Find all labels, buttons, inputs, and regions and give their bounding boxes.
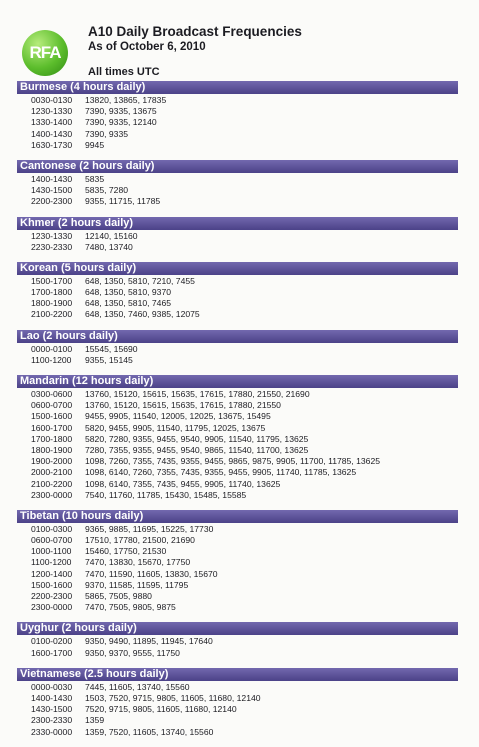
section-header: Lao (2 hours daily): [17, 330, 458, 343]
time-slot: 1500-1600: [31, 579, 73, 590]
schedule-row: [17, 557, 458, 568]
frequency-list: 1098, 7260, 7355, 7435, 9355, 9455, 9865, 9875, 9905, 11700, 11785, 13625: [85, 456, 381, 467]
schedule-rows: [17, 230, 458, 253]
time-slot: 0100-0200: [31, 636, 73, 647]
time-slot: 0100-0300: [31, 523, 73, 534]
frequency-list: 13820, 13865, 17835: [85, 95, 167, 105]
schedule-row: [17, 602, 458, 613]
time-slot: 1430-1500: [31, 704, 73, 715]
time-slot: 1630-1730: [31, 139, 73, 150]
time-slot: 1000-1100: [31, 546, 72, 557]
schedule-row: [17, 231, 458, 242]
schedule-row: [17, 580, 458, 591]
schedule-row: [17, 693, 458, 704]
schedule-row: [17, 298, 458, 309]
language-section: [17, 262, 458, 321]
schedule-row: [17, 400, 458, 411]
time-slot: 1400-1430: [31, 173, 73, 184]
time-zone-note: All times UTC: [88, 66, 160, 78]
schedule-row: [17, 591, 458, 602]
time-slot: 2100-2200: [31, 309, 73, 320]
rfa-logo-text: RFA: [29, 43, 61, 62]
frequency-list: 1359, 7520, 11605, 13740, 15560: [85, 726, 214, 737]
frequency-list: 5865, 7505, 9880: [85, 591, 152, 601]
time-slot: 1500-1600: [31, 411, 73, 422]
time-slot: 1400-1430: [31, 128, 73, 139]
schedule-row: [17, 185, 458, 196]
time-slot: 0600-0700: [31, 400, 73, 411]
schedule-list: [17, 81, 458, 747]
rfa-logo: [22, 30, 68, 76]
frequency-list: 9370, 11585, 11595, 11795: [85, 579, 189, 590]
frequency-list: 1098, 6140, 7355, 7435, 9455, 9905, 11740, 13625: [85, 478, 281, 489]
schedule-row: [17, 479, 458, 490]
time-slot: 2100-2200: [31, 478, 73, 489]
frequency-list: 648, 1350, 5810, 9370: [85, 287, 172, 298]
frequency-list: 17510, 17780, 21500, 21690: [85, 535, 195, 546]
frequency-list: 7470, 13830, 15670, 17750: [85, 557, 191, 568]
schedule-row: [17, 106, 458, 117]
schedule-row: [17, 490, 458, 501]
schedule-row: [17, 456, 458, 467]
language-section: [17, 217, 458, 253]
language-section: [17, 375, 458, 501]
time-slot: 0030-0130: [31, 95, 73, 105]
schedule-row: [17, 140, 458, 151]
schedule-row: [17, 445, 458, 456]
section-header: Uyghur (2 hours daily): [17, 622, 458, 635]
frequency-list: 648, 1350, 5810, 7210, 7455: [85, 275, 195, 286]
time-slot: 1700-1800: [31, 287, 73, 298]
schedule-rows: [17, 173, 458, 208]
frequency-list: 7445, 11605, 13740, 15560: [85, 681, 190, 692]
document-date: As of October 6, 2010: [88, 41, 206, 53]
schedule-row: [17, 727, 458, 738]
frequency-list: 15460, 17750, 21530: [85, 546, 167, 557]
schedule-row: [17, 309, 458, 320]
frequency-list: 7390, 9335, 13675: [85, 106, 157, 117]
schedule-row: [17, 411, 458, 422]
time-slot: 1200-1400: [31, 568, 73, 579]
schedule-rows: [17, 275, 458, 321]
time-slot: 1100-1200: [31, 354, 72, 365]
language-section: [17, 160, 458, 208]
schedule-row: [17, 344, 458, 355]
frequency-list: 1503, 7520, 9715, 9805, 11605, 11680, 12140: [85, 692, 261, 703]
schedule-row: [17, 636, 458, 647]
frequency-list: 1359: [85, 715, 105, 726]
frequency-list: 13760, 15120, 15615, 15635, 17615, 17880, 21550: [85, 400, 281, 411]
schedule-row: [17, 524, 458, 535]
language-section: [17, 668, 458, 738]
frequency-list: 7470, 7505, 9805, 9875: [85, 602, 176, 613]
schedule-rows: [17, 94, 458, 151]
language-section: [17, 622, 458, 658]
time-slot: 2000-2100: [31, 467, 73, 478]
time-slot: 0000-0030: [31, 681, 73, 692]
time-slot: 2300-0000: [31, 489, 73, 500]
time-slot: 1800-1900: [31, 298, 73, 309]
time-slot: 1100-1200: [31, 557, 72, 568]
schedule-row: [17, 129, 458, 140]
schedule-rows: [17, 523, 458, 614]
schedule-row: [17, 569, 458, 580]
language-section: [17, 330, 458, 366]
frequency-list: 9350, 9490, 11895, 11945, 17640: [85, 636, 213, 647]
time-slot: 0000-0100: [31, 343, 73, 354]
time-slot: 1400-1430: [31, 692, 73, 703]
frequency-list: 9365, 9885, 11695, 15225, 17730: [85, 523, 214, 534]
time-slot: 1430-1500: [31, 185, 73, 196]
section-header: Korean (5 hours daily): [17, 262, 458, 275]
schedule-rows: [17, 343, 458, 366]
schedule-row: [17, 196, 458, 207]
schedule-row: [17, 467, 458, 478]
schedule-row: [17, 715, 458, 726]
schedule-row: [17, 242, 458, 253]
time-slot: 0300-0600: [31, 389, 73, 399]
schedule-row: [17, 682, 458, 693]
frequency-list: 9350, 9370, 9555, 11750: [85, 647, 180, 658]
schedule-rows: [17, 388, 458, 501]
schedule-row: [17, 434, 458, 445]
schedule-row: [17, 535, 458, 546]
time-slot: 1230-1330: [31, 106, 73, 117]
frequency-list: 5835, 7280: [85, 185, 129, 196]
time-slot: 1330-1400: [31, 117, 73, 128]
time-slot: 1900-2000: [31, 456, 73, 467]
section-header: Burmese (4 hours daily): [17, 81, 458, 94]
frequency-list: 7540, 11760, 11785, 15430, 15485, 15585: [85, 489, 247, 500]
schedule-row: [17, 389, 458, 400]
schedule-row: [17, 648, 458, 659]
frequency-list: 9355, 11715, 11785: [85, 196, 161, 207]
time-slot: 0600-0700: [31, 535, 73, 546]
schedule-row: [17, 276, 458, 287]
schedule-row: [17, 546, 458, 557]
section-header: Cantonese (2 hours daily): [17, 160, 458, 173]
schedule-rows: [17, 681, 458, 738]
schedule-row: [17, 117, 458, 128]
frequency-list: 9455, 9905, 11540, 12005, 12025, 13675, 15495: [85, 411, 271, 422]
frequency-list: 5835: [85, 173, 105, 184]
section-header: Tibetan (10 hours daily): [17, 510, 458, 523]
time-slot: 1600-1700: [31, 647, 73, 658]
time-slot: 1600-1700: [31, 422, 73, 433]
frequency-list: 9945: [85, 139, 105, 150]
schedule-row: [17, 287, 458, 298]
frequency-list: 648, 1350, 7460, 9385, 12075: [85, 309, 200, 320]
frequency-list: 13760, 15120, 15615, 15635, 17615, 17880, 21550, 21690: [85, 389, 310, 399]
frequency-list: 12140, 15160: [85, 230, 138, 241]
time-slot: 2300-2330: [31, 715, 73, 726]
frequency-list: 7390, 9335, 12140: [85, 117, 157, 128]
document-title: A10 Daily Broadcast Frequencies: [88, 24, 302, 39]
schedule-row: [17, 704, 458, 715]
time-slot: 2300-0000: [31, 602, 73, 613]
frequency-list: 7390, 9335: [85, 128, 129, 139]
frequency-list: 7280, 7355, 9355, 9455, 9540, 9865, 11540, 11700, 13625: [85, 444, 309, 455]
section-header: Khmer (2 hours daily): [17, 217, 458, 230]
frequency-list: 9355, 15145: [85, 354, 133, 365]
schedule-row: [17, 355, 458, 366]
schedule-rows: [17, 635, 458, 658]
language-section: [17, 81, 458, 151]
language-section: [17, 510, 458, 614]
time-slot: 1500-1700: [31, 275, 73, 286]
time-slot: 1700-1800: [31, 433, 73, 444]
section-header: Vietnamese (2.5 hours daily): [17, 668, 458, 681]
schedule-row: [17, 174, 458, 185]
time-slot: 2200-2300: [31, 196, 73, 207]
frequency-list: 7470, 11590, 11605, 13830, 15670: [85, 568, 218, 579]
frequency-list: 1098, 6140, 7260, 7355, 7435, 9355, 9455, 9905, 11740, 11785, 13625: [85, 467, 357, 478]
frequency-list: 7520, 9715, 9805, 11605, 11680, 12140: [85, 704, 237, 715]
frequency-list: 5820, 9455, 9905, 11540, 11795, 12025, 13675: [85, 422, 266, 433]
frequency-list: 5820, 7280, 9355, 9455, 9540, 9905, 11540, 11795, 13625: [85, 433, 309, 444]
frequency-list: 15545, 15690: [85, 343, 138, 354]
time-slot: 2230-2330: [31, 241, 73, 252]
frequency-list: 648, 1350, 5810, 7465: [85, 298, 172, 309]
time-slot: 2330-0000: [31, 726, 73, 737]
schedule-row: [17, 423, 458, 434]
time-slot: 2200-2300: [31, 591, 73, 601]
section-header: Mandarin (12 hours daily): [17, 375, 458, 388]
time-slot: 1230-1330: [31, 230, 73, 241]
frequency-list: 7480, 13740: [85, 241, 133, 252]
schedule-row: [17, 95, 458, 106]
time-slot: 1800-1900: [31, 444, 73, 455]
